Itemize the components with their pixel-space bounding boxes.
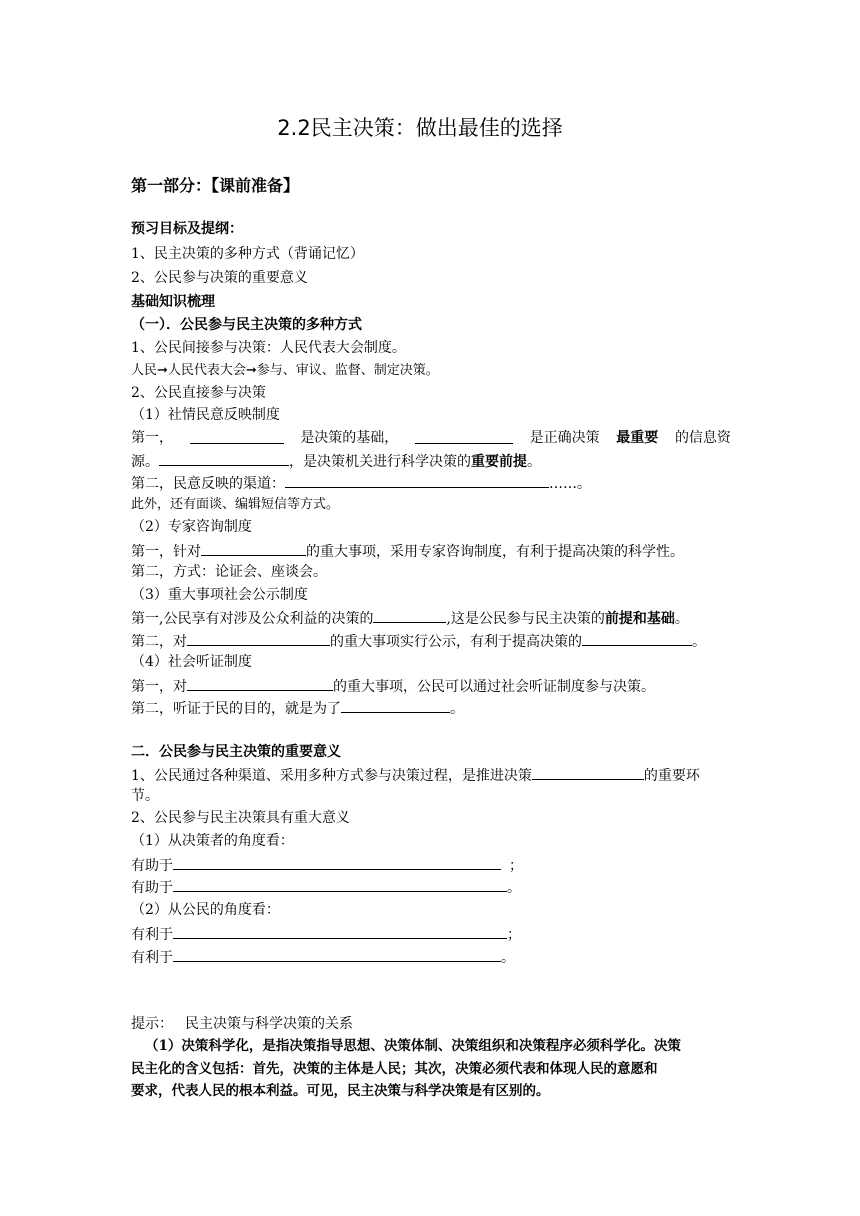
- fill-blank[interactable]: [341, 697, 450, 713]
- fill-blank[interactable]: [373, 607, 446, 623]
- preview-heading: 预习目标及提纲：: [131, 221, 243, 237]
- tip-paragraph-line: 民主化的含义包括：首先，决策的主体是人民；其次，决策必须代表和体现人民的意愿和: [131, 1061, 658, 1077]
- public-notice-second-line: 第二，对 的重大事项实行公示，有利于提高决策的 。: [131, 630, 706, 652]
- basics-heading: 基础知识梳理: [131, 294, 215, 310]
- fill-blank[interactable]: [190, 428, 284, 444]
- fill-blank[interactable]: [173, 876, 507, 892]
- tip-paragraph-line: （1）决策科学化，是指决策指导思想、决策体制、决策组织和决策程序必须科学化。决策: [145, 1038, 681, 1054]
- section1-heading: （一）．公民参与民主决策的多种方式: [131, 317, 362, 333]
- indirect-participation-line: 1、公民间接参与决策：人民代表大会制度。: [131, 340, 406, 356]
- significance-second-line: 2、公民参与民主决策具有重大意义: [131, 810, 350, 826]
- fill-blank[interactable]: [173, 946, 501, 962]
- hearing-first-line: 第一，对 的重大事项，公民可以通过社会听证制度参与决策。: [131, 675, 655, 697]
- section2-heading: 二．公民参与民主决策的重要意义: [131, 744, 341, 760]
- subheading-expert-consultation: （2）专家咨询制度: [131, 519, 252, 535]
- document-title: 2.2民主决策：做出最佳的选择: [277, 116, 563, 140]
- helps-line: 有助于 。: [131, 876, 521, 898]
- subheading-hearing: （4）社会听证制度: [131, 654, 252, 670]
- fill-blank[interactable]: [285, 472, 549, 488]
- subheading-decision-maker: （1）从决策者的角度看：: [131, 833, 294, 849]
- people-congress-flow: 人民➞人民代表大会➞参与、审议、监督、制定决策。: [131, 363, 439, 378]
- tip-paragraph-line: 要求，代表人民的根本利益。可见，民主决策与科学决策是有区别的。: [131, 1083, 550, 1099]
- fill-blank[interactable]: [532, 764, 644, 780]
- subheading-public-notice: （3）重大事项社会公示制度: [131, 587, 308, 603]
- other-methods-line: 此外，还有面谈、编辑短信等方式。: [131, 497, 340, 512]
- public-opinion-channels-line: 第二，民意反映的渠道： ……。: [131, 472, 591, 494]
- benefits-line: 有利于 ；: [131, 923, 521, 945]
- tip-heading: 提示： 民主决策与科学决策的关系: [131, 1016, 353, 1032]
- fill-blank[interactable]: [187, 675, 333, 691]
- fill-blank[interactable]: [582, 630, 692, 646]
- significance-first-line-cont: 节。: [131, 788, 159, 804]
- significance-first-line: 1、公民通过各种渠道、采用多种方式参与决策过程，是推进决策 的重要环: [131, 764, 700, 786]
- benefits-line: 有利于 。: [131, 946, 515, 968]
- public-opinion-first-line: 第一， 是决策的基础， 是正确决策 最重要 的信息资: [131, 430, 731, 446]
- expert-first-line: 第一，针对 的重大事项，采用专家咨询制度，有利于提高决策的科学性。: [131, 540, 684, 562]
- fill-blank[interactable]: [201, 540, 306, 556]
- direct-participation-line: 2、公民直接参与决策: [131, 385, 266, 401]
- part-heading: 第一部分：【课前准备】: [131, 176, 300, 195]
- fill-blank[interactable]: [187, 630, 330, 646]
- preview-item: 1、民主决策的多种方式（背诵记忆）: [131, 246, 364, 262]
- fill-blank[interactable]: [173, 854, 501, 870]
- public-opinion-first-line-cont: 源。 ，是决策机关进行科学决策的重要前提。: [131, 450, 541, 472]
- hearing-second-line: 第二，听证于民的目的，就是为了 。: [131, 697, 464, 719]
- subheading-public-opinion: （1）社情民意反映制度: [131, 407, 280, 423]
- fill-blank[interactable]: [159, 450, 289, 466]
- fill-blank[interactable]: [173, 923, 507, 939]
- subheading-citizen: （2）从公民的角度看：: [131, 902, 280, 918]
- helps-line: 有助于 ；: [131, 854, 523, 876]
- preview-item: 2、公民参与决策的重要意义: [131, 270, 308, 286]
- fill-blank[interactable]: [415, 428, 513, 444]
- expert-second-line: 第二，方式：论证会、座谈会。: [131, 564, 327, 580]
- public-notice-first-line: 第一,公民享有对涉及公众利益的决策的 ,这是公民参与民主决策的前提和基础。: [131, 607, 689, 629]
